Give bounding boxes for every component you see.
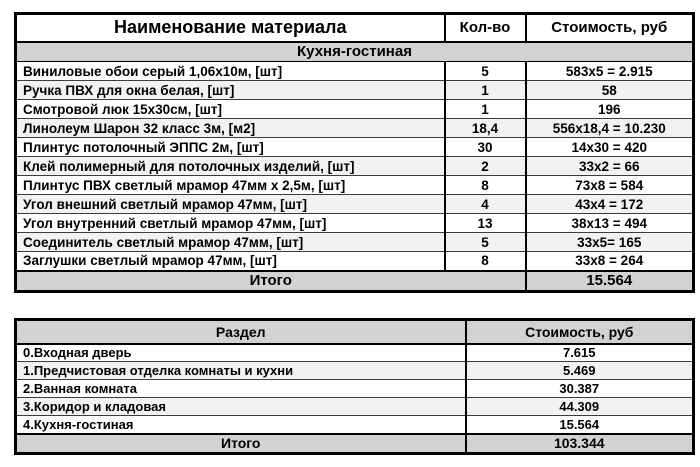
summary-total-row: [16, 434, 694, 454]
table-row: [16, 157, 694, 176]
summary-header-row: [16, 320, 694, 344]
table-row: [16, 416, 694, 434]
cost-cell: 33x2 = 66: [526, 157, 694, 176]
table-row: [16, 176, 694, 195]
quantity-cell: 8: [445, 176, 526, 195]
materials-table: [14, 12, 695, 293]
section-name-cell: 0.Входная дверь: [16, 344, 466, 362]
quantity-cell: 8: [445, 252, 526, 271]
quantity-cell: 4: [445, 195, 526, 214]
quantity-cell: 13: [445, 214, 526, 233]
cost-cell: 196: [526, 100, 694, 119]
table-row: [16, 398, 694, 416]
cost-cell: 583x5 = 2.915: [526, 62, 694, 81]
cost-cell: 14x30 = 420: [526, 138, 694, 157]
section-title-row: [16, 42, 694, 62]
section-name-cell: 3.Коридор и кладовая: [16, 398, 466, 416]
cost-cell: 43x4 = 172: [526, 195, 694, 214]
quantity-cell: 2: [445, 157, 526, 176]
header-section: Раздел: [16, 320, 466, 344]
material-name-cell: Виниловые обои серый 1,06х10м, [шт]: [16, 62, 445, 81]
table-row: [16, 62, 694, 81]
cost-cell: 5.469: [466, 362, 694, 380]
quantity-cell: 5: [445, 233, 526, 252]
header-cost: Стоимость, руб: [466, 320, 694, 344]
quantity-cell: 1: [445, 81, 526, 100]
material-name-cell: Заглушки светлый мрамор 47мм, [шт]: [16, 252, 445, 271]
table-row: [16, 119, 694, 138]
material-name-cell: Угол внутренний светлый мрамор 47мм, [шт]: [16, 214, 445, 233]
material-name-cell: Соединитель светлый мрамор 47мм, [шт]: [16, 233, 445, 252]
materials-header-row: [16, 14, 694, 42]
section-name-cell: 4.Кухня-гостиная: [16, 416, 466, 434]
header-material-name: Наименование материала: [16, 14, 445, 42]
total-label: Итого: [16, 271, 526, 292]
table-row: [16, 233, 694, 252]
total-value: 103.344: [466, 434, 694, 454]
table-row: [16, 214, 694, 233]
material-name-cell: Линолеум Шарон 32 класс 3м, [м2]: [16, 119, 445, 138]
table-row: [16, 344, 694, 362]
material-name-cell: Угол внешний светлый мрамор 47мм, [шт]: [16, 195, 445, 214]
total-value: 15.564: [526, 271, 694, 292]
table-row: [16, 195, 694, 214]
cost-cell: 44.309: [466, 398, 694, 416]
table-row: [16, 100, 694, 119]
cost-cell: 33x5= 165: [526, 233, 694, 252]
material-name-cell: Плинтус потолочный ЭППС 2м, [шт]: [16, 138, 445, 157]
section-title: Кухня-гостиная: [16, 42, 694, 62]
quantity-cell: 30: [445, 138, 526, 157]
material-name-cell: Клей полимерный для потолочных изделий, [шт]: [16, 157, 445, 176]
cost-cell: 33x8 = 264: [526, 252, 694, 271]
quantity-cell: 5: [445, 62, 526, 81]
summary-table: [14, 318, 695, 455]
material-name-cell: Ручка ПВХ для окна белая, [шт]: [16, 81, 445, 100]
header-cost: Стоимость, руб: [526, 14, 694, 42]
material-name-cell: Смотровой люк 15х30см, [шт]: [16, 100, 445, 119]
table-row: [16, 138, 694, 157]
table-row: [16, 252, 694, 271]
cost-cell: 15.564: [466, 416, 694, 434]
cost-cell: 556x18,4 = 10.230: [526, 119, 694, 138]
materials-total-row: [16, 271, 694, 292]
cost-cell: 58: [526, 81, 694, 100]
material-name-cell: Плинтус ПВХ светлый мрамор 47мм х 2,5м, [шт]: [16, 176, 445, 195]
quantity-cell: 1: [445, 100, 526, 119]
quantity-cell: 18,4: [445, 119, 526, 138]
cost-cell: 30.387: [466, 380, 694, 398]
cost-cell: 38x13 = 494: [526, 214, 694, 233]
table-row: [16, 362, 694, 380]
section-name-cell: 2.Ванная комната: [16, 380, 466, 398]
header-quantity: Кол-во: [445, 14, 526, 42]
cost-cell: 73x8 = 584: [526, 176, 694, 195]
total-label: Итого: [16, 434, 466, 454]
table-row: [16, 81, 694, 100]
table-row: [16, 380, 694, 398]
cost-cell: 7.615: [466, 344, 694, 362]
section-name-cell: 1.Предчистовая отделка комнаты и кухни: [16, 362, 466, 380]
